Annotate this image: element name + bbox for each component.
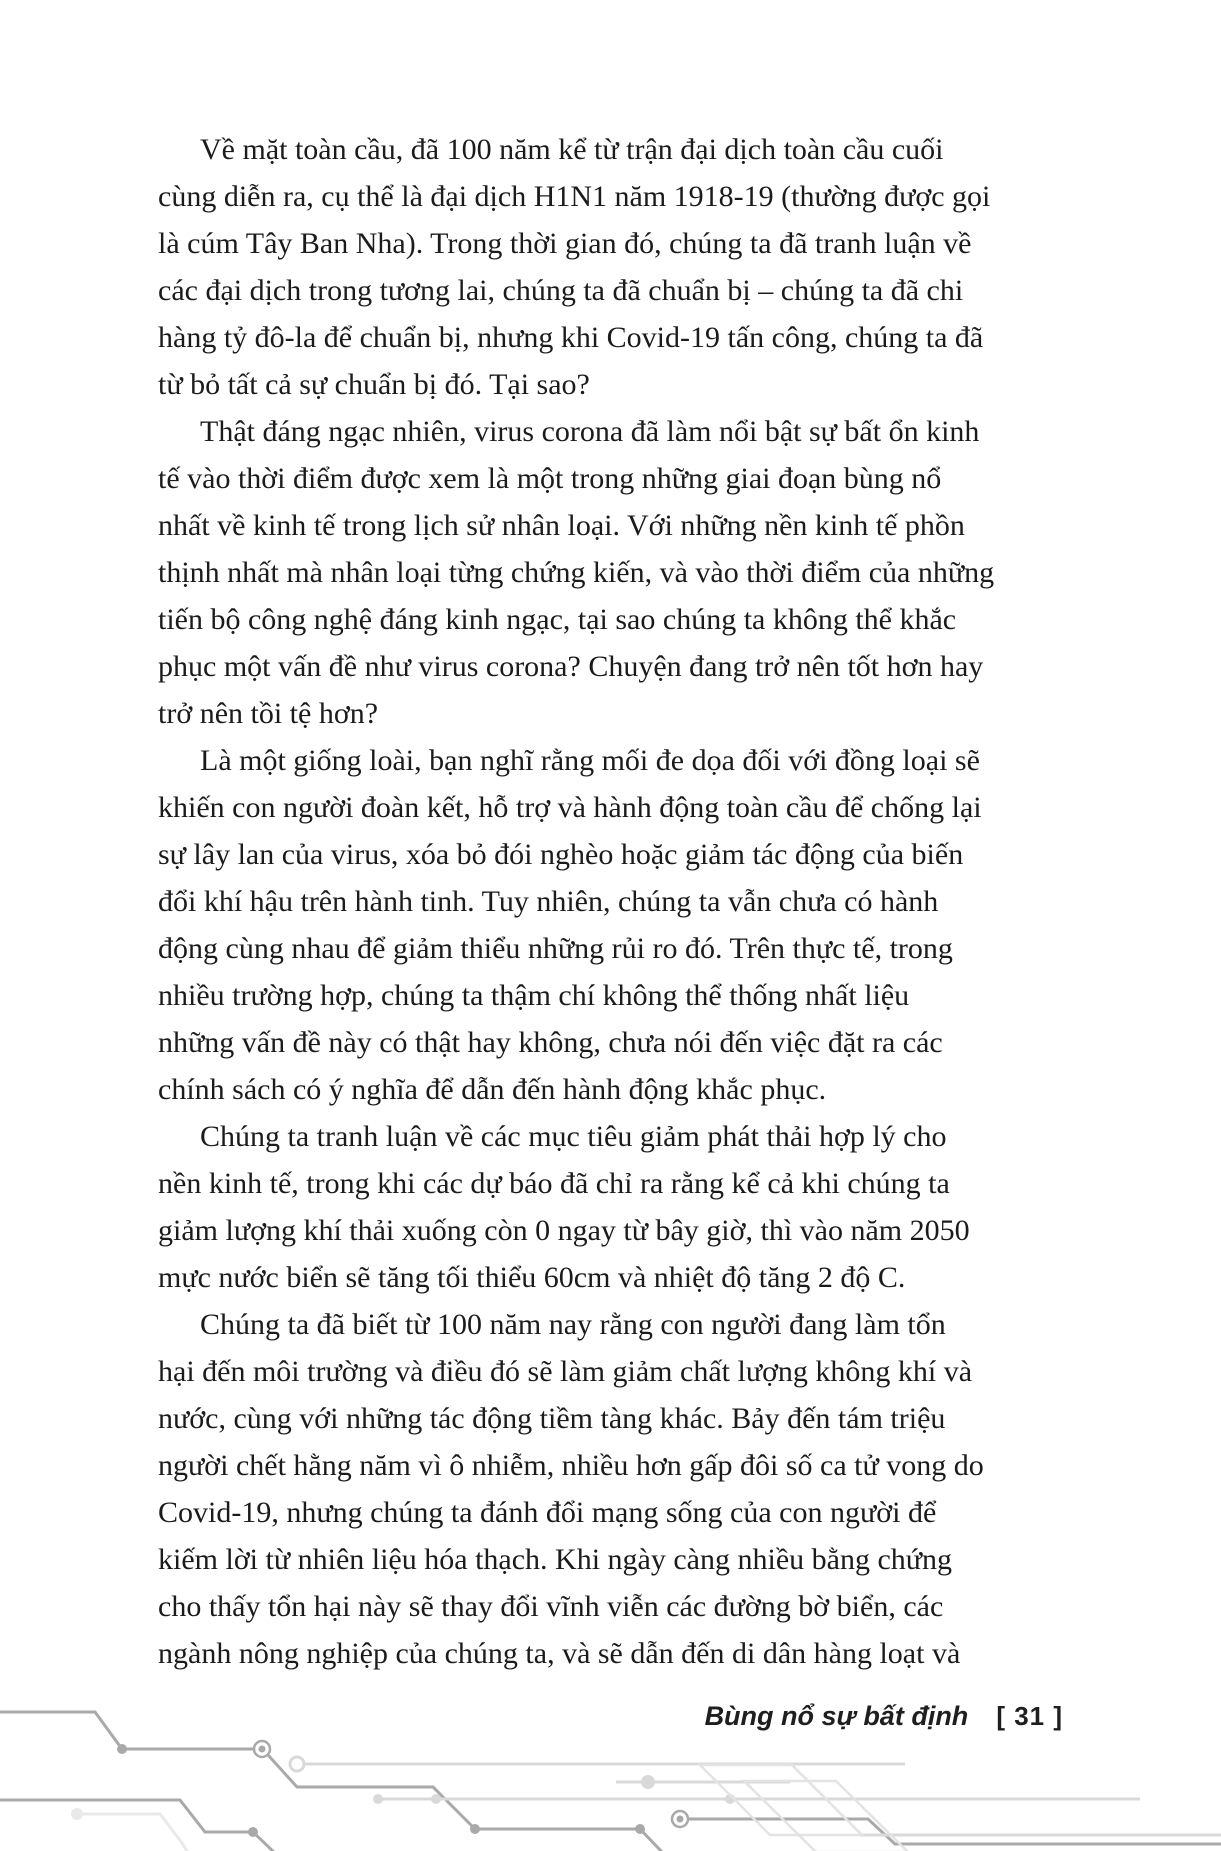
- circuit-node-dot-faint: [71, 1808, 83, 1820]
- page-number: [ 31 ]: [996, 1701, 1063, 1731]
- text-line: các đại dịch trong tương lai, chúng ta đã chuẩn bị – chúng ta đã chi: [158, 274, 964, 307]
- text-line: Thật đáng ngạc nhiên, virus corona đã làm nổi bật sự bất ổn kinh: [200, 415, 980, 448]
- text-line: kiếm lời từ nhiên liệu hóa thạch. Khi ngày càng nhiều bằng chứng: [158, 1543, 953, 1576]
- text-line: nhất về kinh tế trong lịch sử nhân loại. Với những nền kinh tế phồn: [158, 509, 965, 542]
- circuit-traces-medium: [0, 1712, 1221, 1851]
- chevron-outlines: [700, 1765, 908, 1851]
- paragraph: [158, 1301, 1064, 1677]
- running-footer-book-title: Bùng nổ sự bất định: [704, 1701, 969, 1731]
- text-line: Chúng ta đã biết từ 100 năm nay rằng con người đang làm tổn: [200, 1308, 946, 1341]
- text-line: chính sách có ý nghĩa để dẫn đến hành động khắc phục.: [158, 1073, 827, 1106]
- circuit-ring-nodes: [254, 1741, 688, 1827]
- text-line: những vấn đề này có thật hay không, chưa nói đến việc đặt ra các: [158, 1026, 943, 1059]
- text-line: hàng tỷ đô-la để chuẩn bị, nhưng khi Covid-19 tấn công, chúng ta đã: [158, 321, 984, 354]
- paragraph: [158, 408, 1064, 737]
- text-line: người chết hằng năm vì ô nhiễm, nhiều hơn gấp đôi số ca tử vong do: [158, 1449, 984, 1482]
- text-line: nền kinh tế, trong khi các dự báo đã chỉ ra rằng kể cả khi chúng ta: [158, 1167, 950, 1200]
- paragraph: [158, 126, 1064, 408]
- text-line: phục một vấn đề như virus corona? Chuyện đang trở nên tốt hơn hay: [158, 650, 984, 683]
- circuit-traces-light: [290, 1757, 1221, 1835]
- text-line: tế vào thời điểm được xem là một trong những giai đoạn bùng nổ: [158, 462, 942, 495]
- text-line: Là một giống loài, bạn nghĩ rằng mối đe dọa đối với đồng loại sẽ: [200, 744, 980, 777]
- paragraph: [158, 737, 1064, 1113]
- paragraph: [158, 1113, 1064, 1301]
- text-line: từ bỏ tất cả sự chuẩn bị đó. Tại sao?: [158, 368, 590, 401]
- text-line: tiến bộ công nghệ đáng kinh ngạc, tại sao chúng ta không thể khắc: [158, 603, 957, 636]
- text-line: nước, cùng với những tác động tiềm tàng khác. Bảy đến tám triệu: [158, 1402, 946, 1435]
- text-line: cùng diễn ra, cụ thể là đại dịch H1N1 năm 1918-19 (thường được gọi: [158, 180, 991, 213]
- text-block: [158, 126, 1064, 1677]
- text-line: Covid-19, nhưng chúng ta đánh đổi mạng sống của con người để: [158, 1496, 937, 1529]
- text-line: khiến con người đoàn kết, hỗ trợ và hành động toàn cầu để chống lại: [158, 791, 982, 824]
- circuit-board-decoration: [0, 1691, 1221, 1851]
- text-line: cho thấy tổn hại này sẽ thay đổi vĩnh viễn các đường bờ biển, các: [158, 1590, 944, 1623]
- text-line: Về mặt toàn cầu, đã 100 năm kể từ trận đại dịch toàn cầu cuối: [200, 133, 944, 166]
- text-line: đổi khí hậu trên hành tinh. Tuy nhiên, chúng ta vẫn chưa có hành: [158, 885, 939, 918]
- text-line: động cùng nhau để giảm thiểu những rủi ro đó. Trên thực tế, trong: [158, 932, 953, 965]
- text-line: ngành nông nghiệp của chúng ta, và sẽ dẫn đến di dân hàng loạt và: [158, 1637, 961, 1670]
- text-line: Chúng ta tranh luận về các mục tiêu giảm phát thải hợp lý cho: [200, 1120, 947, 1153]
- text-line: trở nên tồi tệ hơn?: [158, 697, 379, 730]
- circuit-traces-faint: [77, 1814, 190, 1851]
- text-line: là cúm Tây Ban Nha). Trong thời gian đó, chúng ta đã tranh luận về: [158, 227, 972, 260]
- text-line: giảm lượng khí thải xuống còn 0 ngay từ bây giờ, thì vào năm 2050: [158, 1214, 970, 1247]
- text-line: nhiều trường hợp, chúng ta thậm chí không thể thống nhất liệu: [158, 979, 910, 1012]
- text-line: sự lây lan của virus, xóa bỏ đói nghèo hoặc giảm tác động của biến: [158, 838, 964, 871]
- text-line: thịnh nhất mà nhân loại từng chứng kiến, và vào thời điểm của những: [158, 556, 995, 589]
- text-line: hại đến môi trường và điều đó sẽ làm giảm chất lượng không khí và: [158, 1355, 973, 1388]
- text-line: mực nước biển sẽ tăng tối thiểu 60cm và nhiệt độ tăng 2 độ C.: [158, 1261, 906, 1294]
